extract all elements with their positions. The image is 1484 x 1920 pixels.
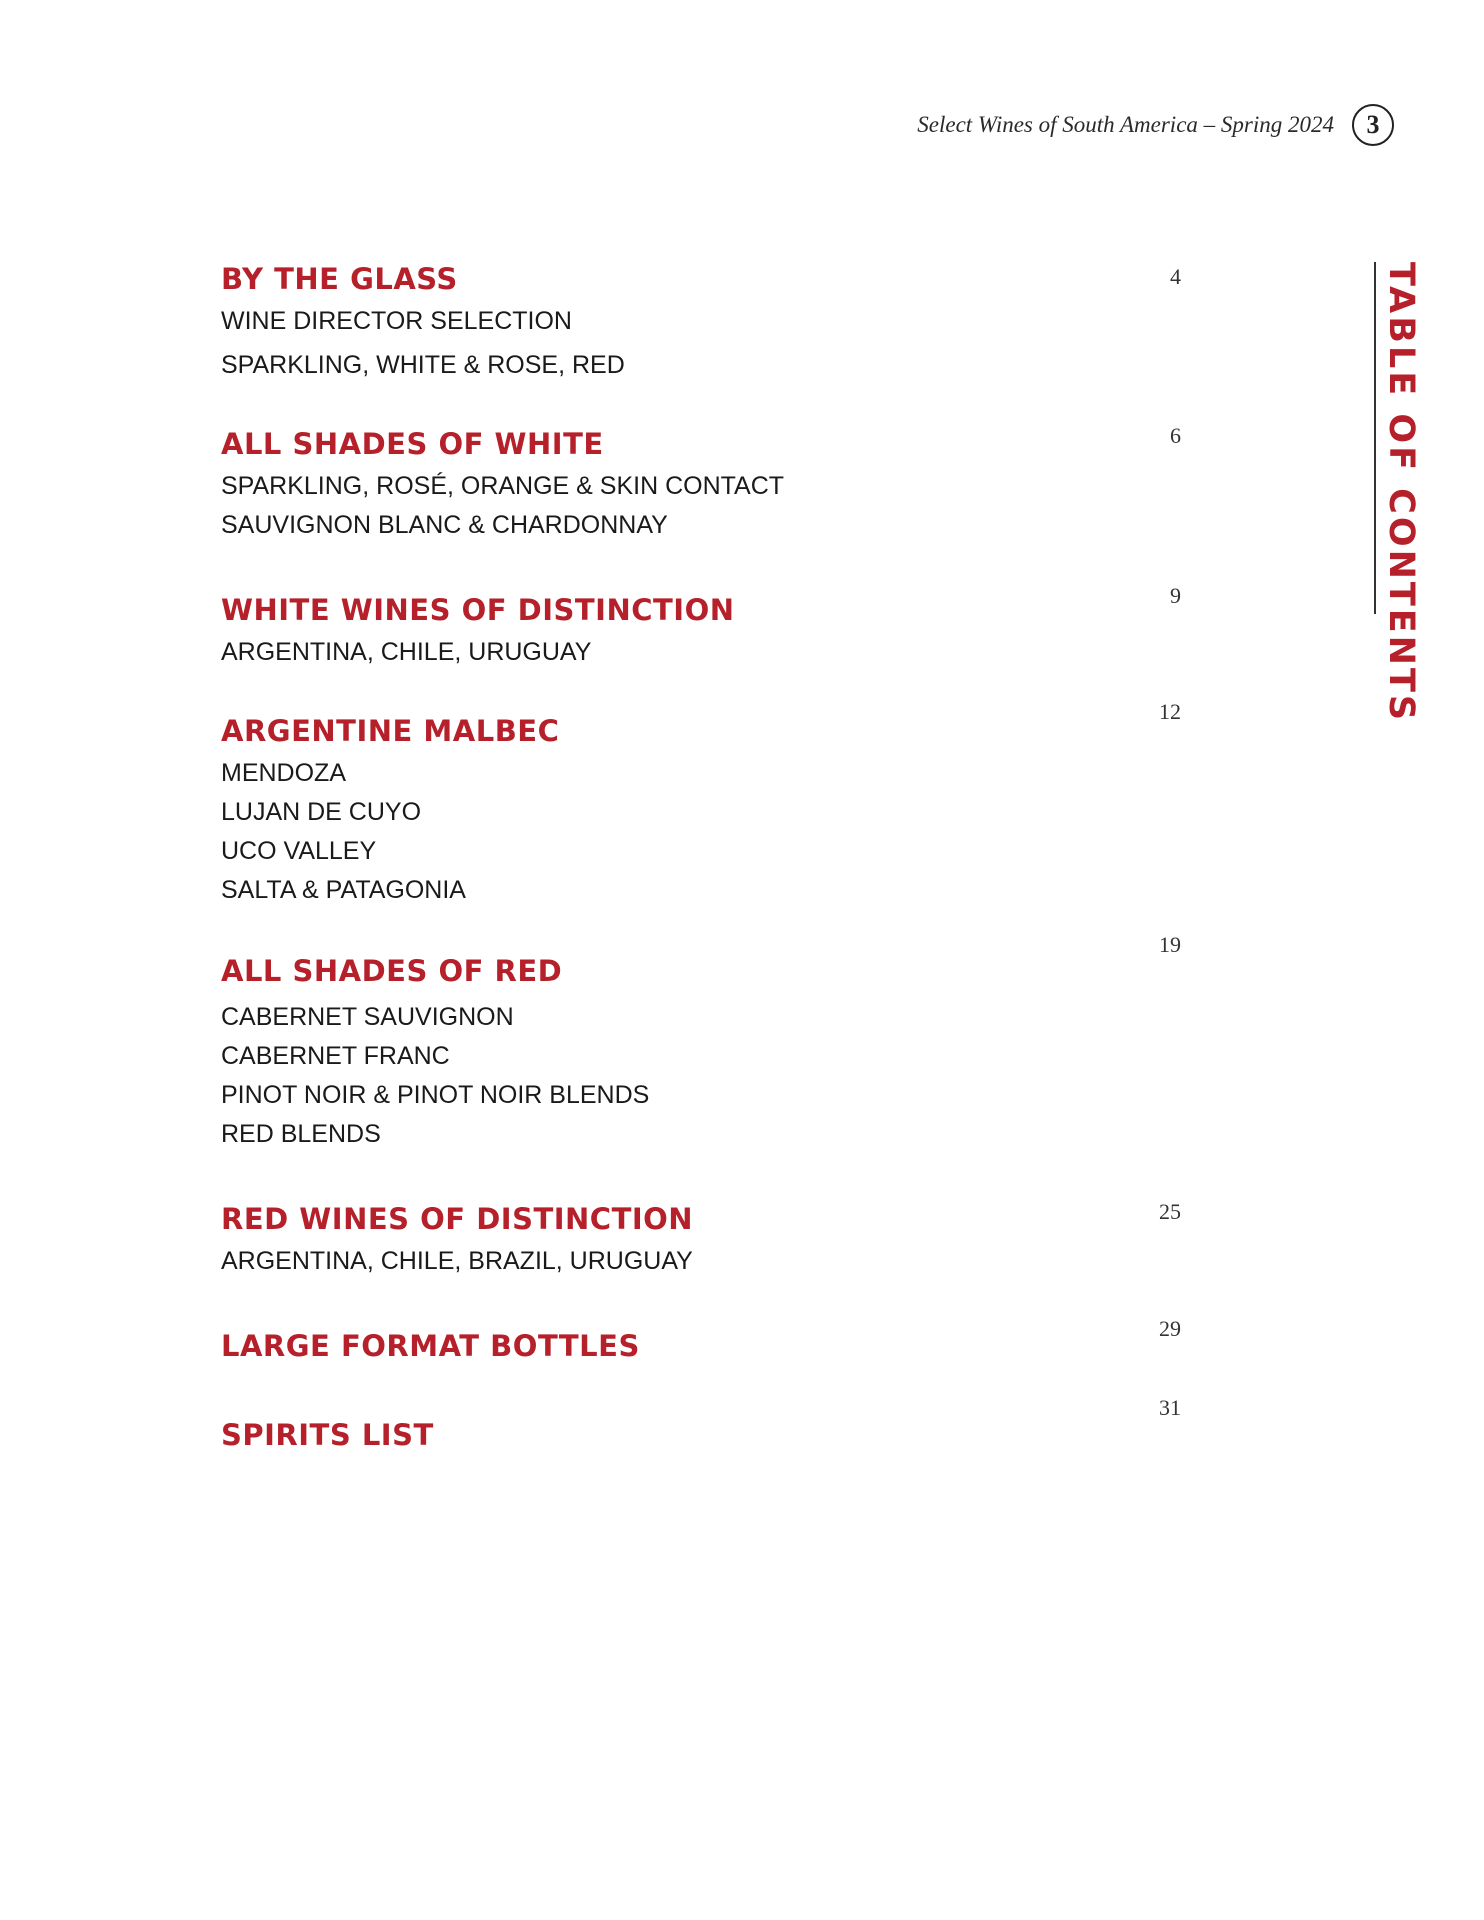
sub-item: ARGENTINA, CHILE, URUGUAY — [221, 638, 592, 666]
section-sub-list — [221, 467, 1181, 545]
section-page-number: 31 — [1159, 1395, 1181, 1420]
sub-item: UCO VALLEY — [221, 837, 377, 865]
toc-section-spirits-list[interactable] — [221, 1395, 1181, 1452]
section-title[interactable]: LARGE FORMAT BOTTLES — [221, 1329, 640, 1363]
section-page-number: 6 — [1170, 423, 1181, 448]
sub-item: WINE DIRECTOR SELECTION — [221, 307, 572, 335]
sub-item: RED BLENDS — [221, 1120, 381, 1148]
section-sub-list — [221, 754, 1181, 910]
table-of-contents-title: TABLE OF CONTENTS — [1381, 262, 1421, 724]
toc-section-all-shades-of-red[interactable] — [221, 932, 1181, 1154]
section-page-number: 9 — [1170, 583, 1181, 608]
section-sub-list — [221, 302, 1181, 385]
section-page-number: 12 — [1159, 699, 1181, 724]
section-page-number: 25 — [1159, 1199, 1181, 1224]
sub-item: PINOT NOIR & PINOT NOIR BLENDS — [221, 1081, 650, 1109]
page-number-badge: 3 — [1352, 104, 1394, 146]
section-title[interactable]: BY THE GLASS — [221, 262, 458, 296]
section-sub-list — [221, 633, 1181, 672]
toc-section-red-wines-of-distinction[interactable] — [221, 1199, 1181, 1281]
section-page-number: 19 — [1159, 932, 1181, 957]
running-header — [917, 104, 1394, 146]
section-page-number: 29 — [1159, 1316, 1181, 1341]
section-page-number: 4 — [1170, 264, 1181, 289]
section-sub-list — [221, 1242, 1181, 1281]
sub-item: SAUVIGNON BLANC & CHARDONNAY — [221, 511, 668, 539]
sub-item: SPARKLING, ROSÉ, ORANGE & SKIN CONTACT — [221, 472, 785, 500]
sub-item: CABERNET SAUVIGNON — [221, 1003, 514, 1031]
sub-item: MENDOZA — [221, 759, 346, 787]
toc-section-all-shades-of-white[interactable] — [221, 423, 1181, 545]
section-title[interactable]: ARGENTINE MALBEC — [221, 714, 560, 748]
section-sub-list — [221, 998, 1181, 1154]
section-title[interactable]: RED WINES OF DISTINCTION — [221, 1202, 694, 1236]
toc-section-argentine-malbec[interactable] — [221, 699, 1181, 910]
section-title[interactable]: ALL SHADES OF RED — [221, 954, 563, 988]
section-title[interactable]: SPIRITS LIST — [221, 1418, 434, 1452]
sub-item: ARGENTINA, CHILE, BRAZIL, URUGUAY — [221, 1247, 693, 1275]
section-title[interactable]: ALL SHADES OF WHITE — [221, 427, 604, 461]
toc-section-white-wines-of-distinction[interactable] — [221, 583, 1181, 672]
sidebar-rule — [1374, 262, 1376, 614]
toc-section-by-the-glass[interactable] — [221, 262, 1181, 385]
sub-item: CABERNET FRANC — [221, 1042, 450, 1070]
sub-item: SALTA & PATAGONIA — [221, 876, 466, 904]
toc-section-large-format-bottles[interactable] — [221, 1316, 1181, 1363]
section-title[interactable]: WHITE WINES OF DISTINCTION — [221, 593, 735, 627]
sub-item: LUJAN DE CUYO — [221, 798, 422, 826]
running-title: Select Wines of South America – Spring 2024 — [917, 112, 1334, 137]
sub-item: SPARKLING, WHITE & ROSE, RED — [221, 351, 625, 379]
